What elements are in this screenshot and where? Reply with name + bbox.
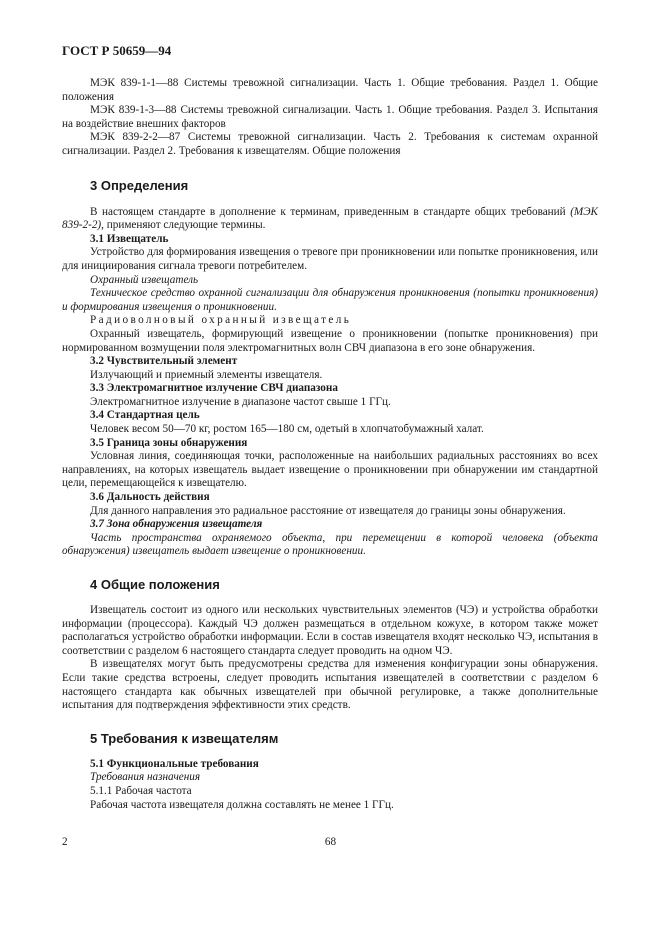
intro-reference: (МЭК 839-2-2) xyxy=(62,205,598,232)
term-3-4-title: 3.4 Стандартная цель xyxy=(90,409,200,422)
section-4-paragraph: В извещателях могут быть предусмотрены средства для изменения конфигурации зоны обнаружения. Если такие средства встроены, следует проводить испытания извещателей в соответствии с разделом 6 настоящего стандарта как обычных извещателей при обычной регулировке, а также дополнительные испытания для подтверждения эффективности этих средств. xyxy=(62,658,598,712)
term-3-3-text: Электромагнитное излучение в диапазоне частот свыше 1 ГГц. xyxy=(90,395,391,408)
section-5-heading: 5 Требования к извещателям xyxy=(90,730,279,746)
term-3-2-title: 3.2 Чувствительный элемент xyxy=(90,355,238,368)
term-3-2-text: Излучающий и приемный элементы извещателя. xyxy=(90,368,323,381)
section-3-intro: В настоящем стандарте в дополнение к терминам, приведенным в стандарте общих требований (МЭК 839-2-2), применяют следующие термины. xyxy=(62,205,598,232)
term-3-7-text: Часть пространства охраняемого объекта, при перемещении в которой человека (объекта обнаружения) извещатель выдает извещение о проникновении. xyxy=(62,531,598,558)
term-3-4-text: Человек весом 50—70 кг, ростом 165—180 см, одетый в хлопчатобумажный халат. xyxy=(90,423,484,436)
section-4-heading: 4 Общие положения xyxy=(90,577,220,592)
purpose-requirements: Требования назначения xyxy=(90,771,201,784)
references-list xyxy=(62,77,598,159)
section-5-1-1-title: 5.1.1 Рабочая частота xyxy=(90,784,192,797)
term-3-5-title: 3.5 Граница зоны обнаружения xyxy=(90,436,248,449)
radio-detector-text: Охранный извещатель, формирующий извещение о проникновении (попытке проникновения) при нормированном возмущении поля электромагнитных волн СВЧ диапазона в его зоне обнаружения. xyxy=(62,327,598,354)
standard-title: ГОСТ Р 50659—94 xyxy=(62,43,172,58)
section-5-1-1-text: Рабочая частота извещателя должна составлять не менее 1 ГГц. xyxy=(90,798,394,811)
term-3-5-text: Условная линия, соединяющая точки, расположенные на наибольших радиальных расстояниях во всех направлениях, на которых извещатель выдает извещение о проникновении при обнаружении им стандартной цели, перемещающейся к извещателю. xyxy=(62,450,598,490)
page-number-local: 2 xyxy=(62,836,68,848)
section-4-paragraph: Извещатель состоит из одного или нескольких чувствительных элементов (ЧЭ) и устройства обработки информации (процессора). Каждый ЧЭ должен размещаться в отдельном кожухе, в котором также может располагаться устройство обработки информации. Если в состав извещателя входят несколько ЧЭ, испытания в соответствии с разделом 6 настоящего стандарта следует проводить на одном ЧЭ. xyxy=(62,604,598,657)
page-body xyxy=(62,77,598,812)
section-5-1-title: 5.1 Функциональные требования xyxy=(90,757,259,770)
term-3-6-title: 3.6 Дальность действия xyxy=(90,491,210,504)
section-3-heading: 3 Определения xyxy=(90,177,189,193)
reference-item: МЭК 839-1-1—88 Системы тревожной сигнализации. Часть 1. Общие требования. Раздел 1. Общие положения xyxy=(62,77,598,103)
guard-detector-text: Техническое средство охранной сигнализации для обнаружения проникновения (попытки проникновения) и формирования извещения о проникновении. xyxy=(62,287,598,313)
radio-detector-title: Радиоволновый охранный извещатель xyxy=(90,314,352,327)
term-3-3-title: 3.3 Электромагнитное излучение СВЧ диапазона xyxy=(90,382,338,395)
term-3-1-title: 3.1 Извещатель xyxy=(90,232,169,245)
term-3-1-text: Устройство для формирования извещения о тревоге при проникновении или попытке проникновения, или для инициирования сигнала тревоги потребителем. xyxy=(62,246,598,272)
term-3-7-title: 3.7 Зона обнаружения извещателя xyxy=(90,518,263,531)
reference-item: МЭК 839-1-3—88 Системы тревожной сигнализации. Часть 1. Общие требования. Раздел 3. Испытания на воздействие внешних факторов xyxy=(62,104,598,130)
page-number-overall: 68 xyxy=(324,836,337,848)
reference-item: МЭК 839-2-2—87 Системы тревожной сигнализации. Часть 2. Требования к системам охранной сигнализации. Раздел 2. Требования к извещателям. Общие положения xyxy=(62,131,598,157)
guard-detector-title: Охранный извещатель xyxy=(90,273,199,286)
term-3-6-text: Для данного направления это радиальное расстояние от извещателя до границы зоны обнаружения. xyxy=(90,504,566,517)
